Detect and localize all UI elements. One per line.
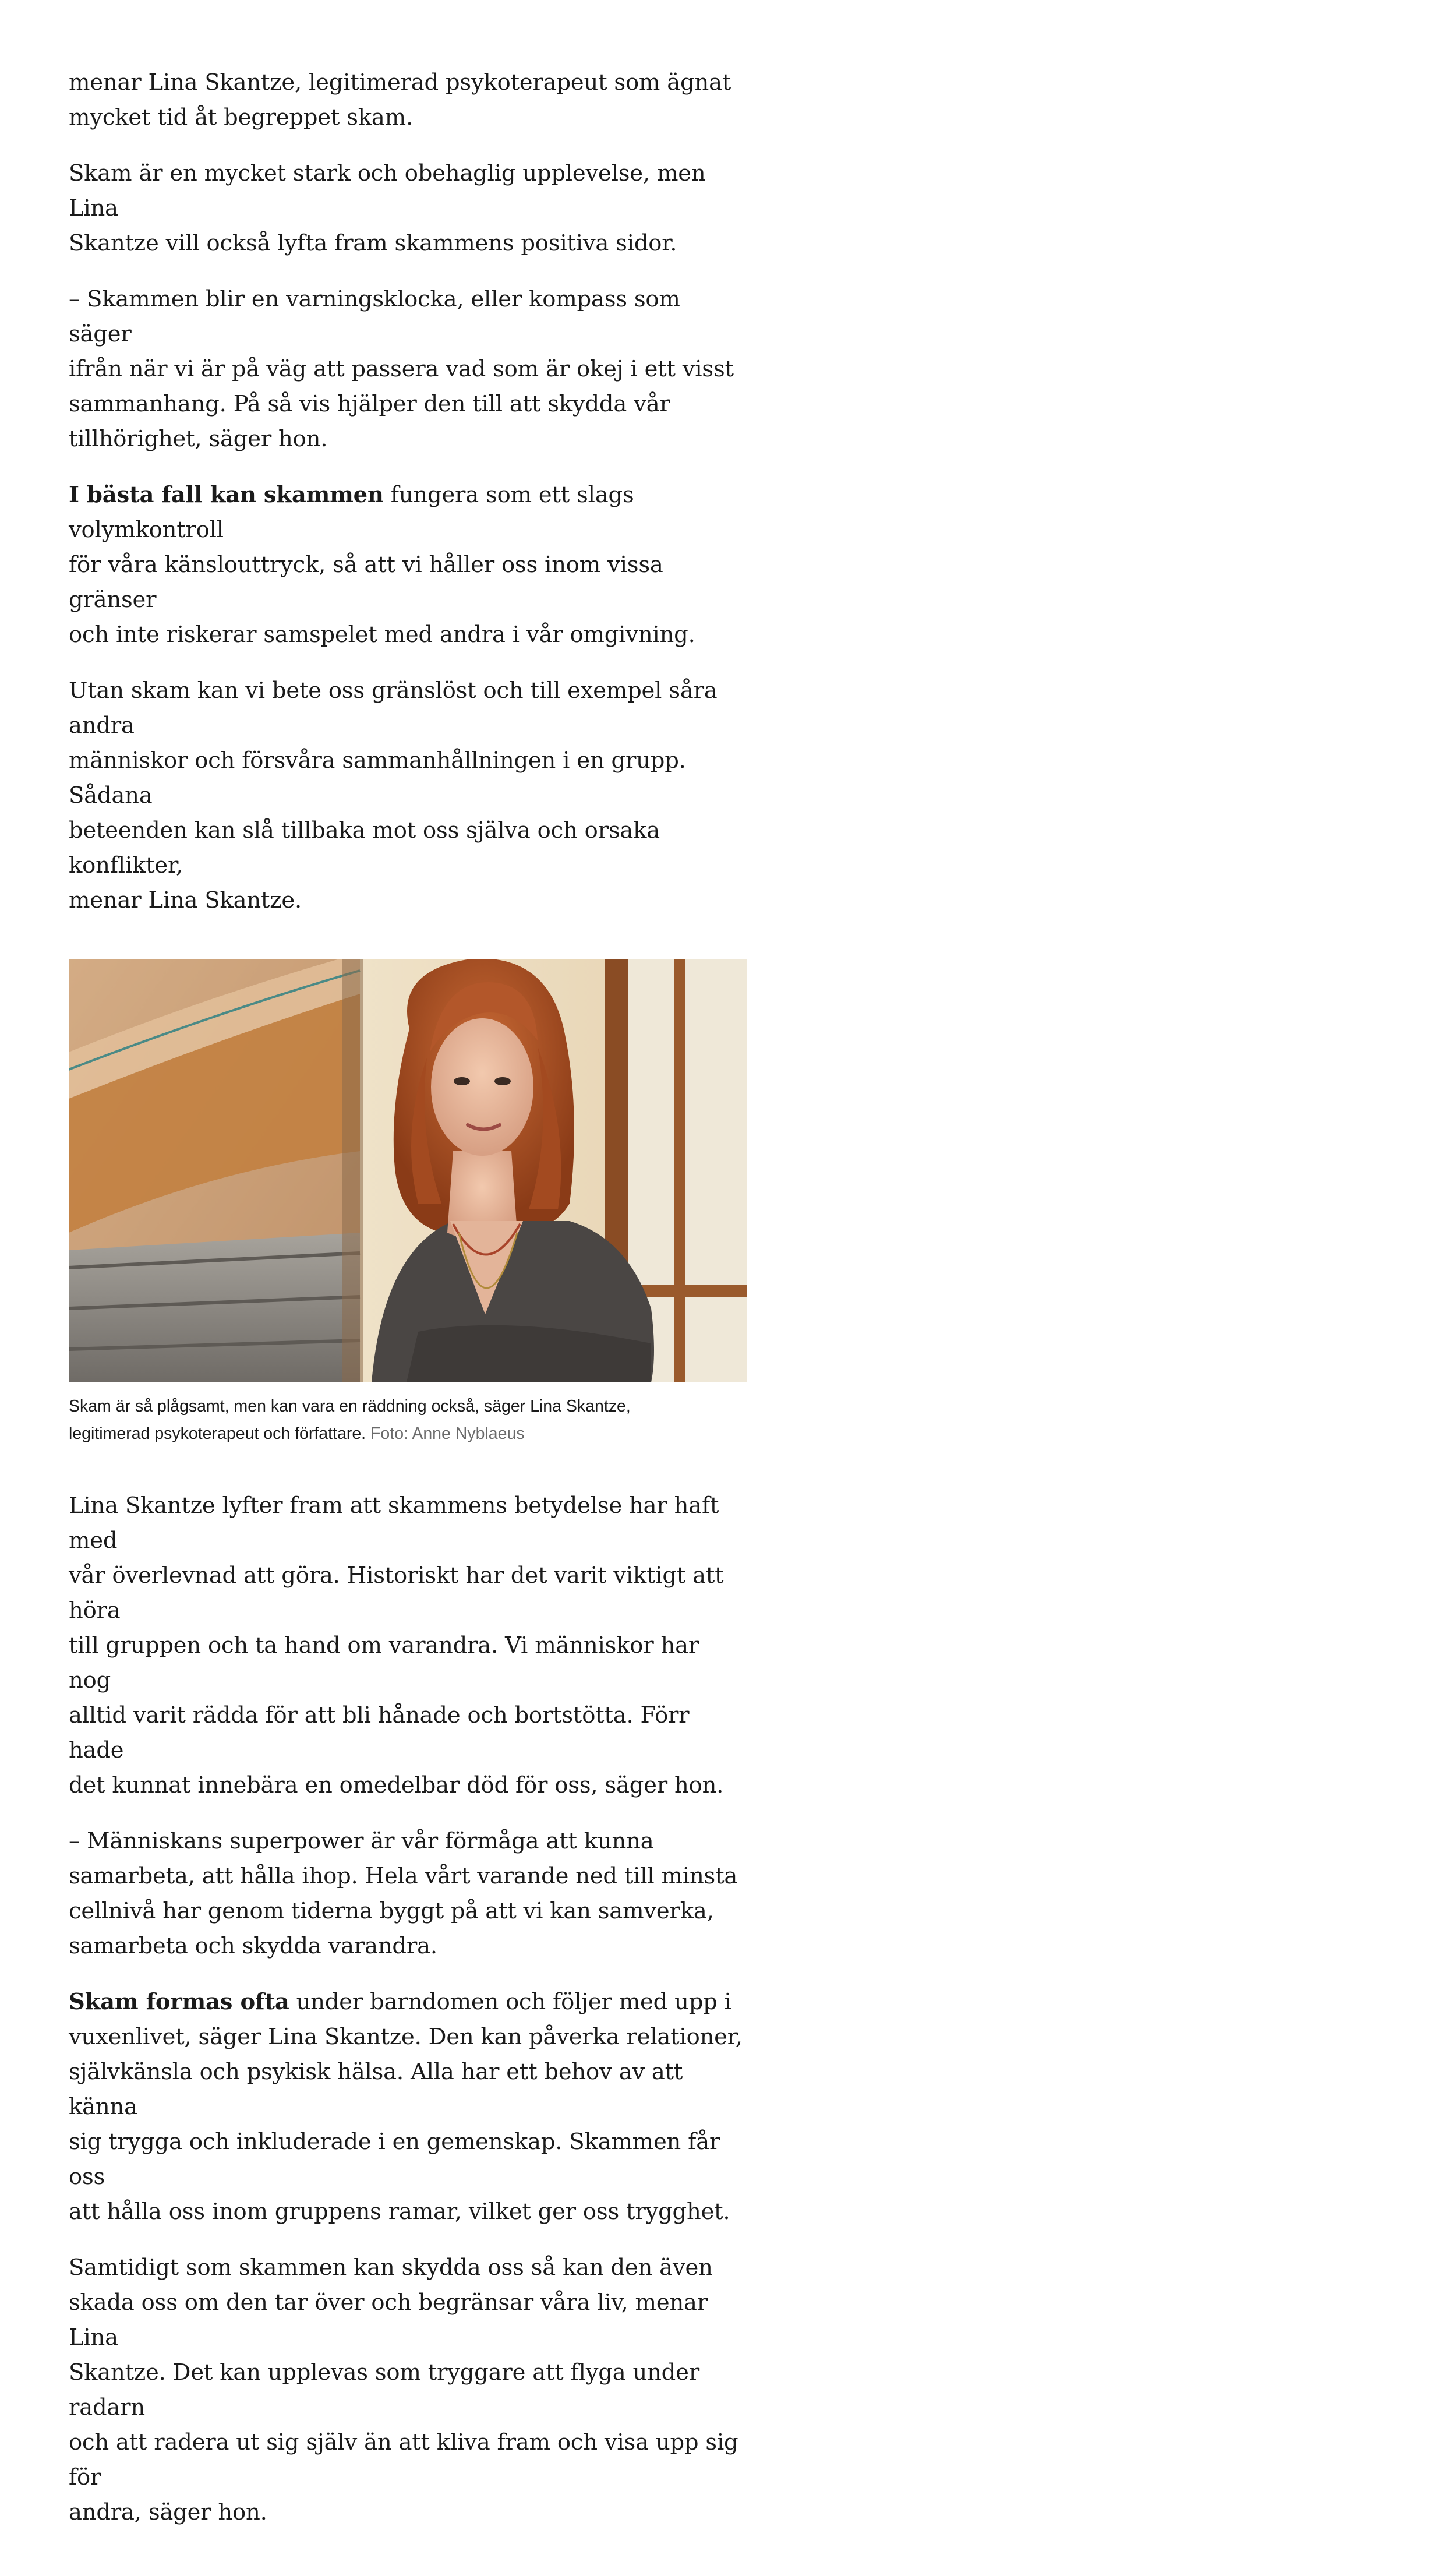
paragraph-text: under barndomen och följer med upp i vuxenlivet, säger Lina Skantze. Den kan påverka relationer, självkänsla och psykisk hälsa. Alla har ett behov av att känna sig trygga och inkluderade i en gemenskap. Skammen får oss att hålla oss inom gruppens ramar, vilket ger oss trygghet. [69, 1989, 743, 2225]
paragraph-text: fungera som ett slags volymkontroll för våra känslouttryck, så att vi håller oss inom vissa gränser och inte riskerar samspelet med andra i vår omgivning. [69, 482, 695, 648]
article-body [69, 65, 747, 2551]
paragraph-text: Skam är en mycket stark och obehaglig upplevelse, men Lina Skantze vill också lyfta fram skammens positiva sidor. [69, 160, 706, 256]
paragraph-4 [69, 478, 747, 652]
paragraph-text: menar Lina Skantze, legitimerad psykoterapeut som ägnat mycket tid åt begreppet skam. [69, 69, 731, 130]
paragraph-7 [69, 1824, 747, 1964]
paragraph-1 [69, 65, 747, 135]
paragraph-5 [69, 673, 747, 918]
article-continuation [69, 1488, 747, 2530]
paragraph-text: Samtidigt som skammen kan skydda oss så kan den även skada oss om den tar över och begränsar våra liv, menar Lina Skantze. Det kan upplevas som tryggare att flyga under radarn och att radera ut sig själv än att kliva fram och visa upp sig för andra, säger hon. [69, 2254, 738, 2525]
paragraph-8 [69, 1985, 747, 2229]
paragraph-3 [69, 282, 747, 457]
paragraph-text: Utan skam kan vi bete oss gränslöst och till exempel såra andra människor och försvåra sammanhållningen i en grupp. Sådana beteenden kan slå tillbaka mot oss själva och orsaka konflikter, menar Lina Skantze. [69, 678, 718, 913]
paragraph-lead: Skam formas ofta [69, 1989, 289, 2015]
paragraph-text: – Skammen blir en varningsklocka, eller kompass som säger ifrån när vi är på väg att passera vad som är okej i ett visst sammanhang. På så vis hjälper den till att skydda vår tillhörighet, säger hon. [69, 286, 734, 452]
paragraph-6 [69, 1488, 747, 1803]
article-figure [69, 959, 747, 1448]
photo-credit: Foto: Anne Nyblaeus [366, 1424, 525, 1443]
paragraph-text: – Människans superpower är vår förmåga att kunna samarbeta, att hålla ihop. Hela vårt varande ned till minsta cellnivå har genom tiderna byggt på att vi kan samverka, samarbeta och skydda varandra. [69, 1828, 738, 1959]
paragraph-2 [69, 156, 747, 261]
paragraph-lead: I bästa fall kan skammen [69, 482, 384, 508]
portrait-photo[interactable] [69, 959, 747, 1382]
figure-caption [69, 1393, 747, 1448]
paragraph-text: Lina Skantze lyfter fram att skammens betydelse har haft med vår överlevnad att göra. Historiskt har det varit viktigt att höra till gruppen och ta hand om varandra. Vi människor har nog alltid varit rädda för att bli hånade och bortstötta. Förr hade det kunnat innebära en omedelbar död för oss, säger hon. [69, 1493, 724, 1798]
portrait-illustration [69, 959, 747, 1382]
paragraph-9 [69, 2250, 747, 2530]
caption-text: Skam är så plågsamt, men kan vara en räddning också, säger Lina Skantze, legitimerad psykoterapeut och författare. [69, 1397, 631, 1443]
